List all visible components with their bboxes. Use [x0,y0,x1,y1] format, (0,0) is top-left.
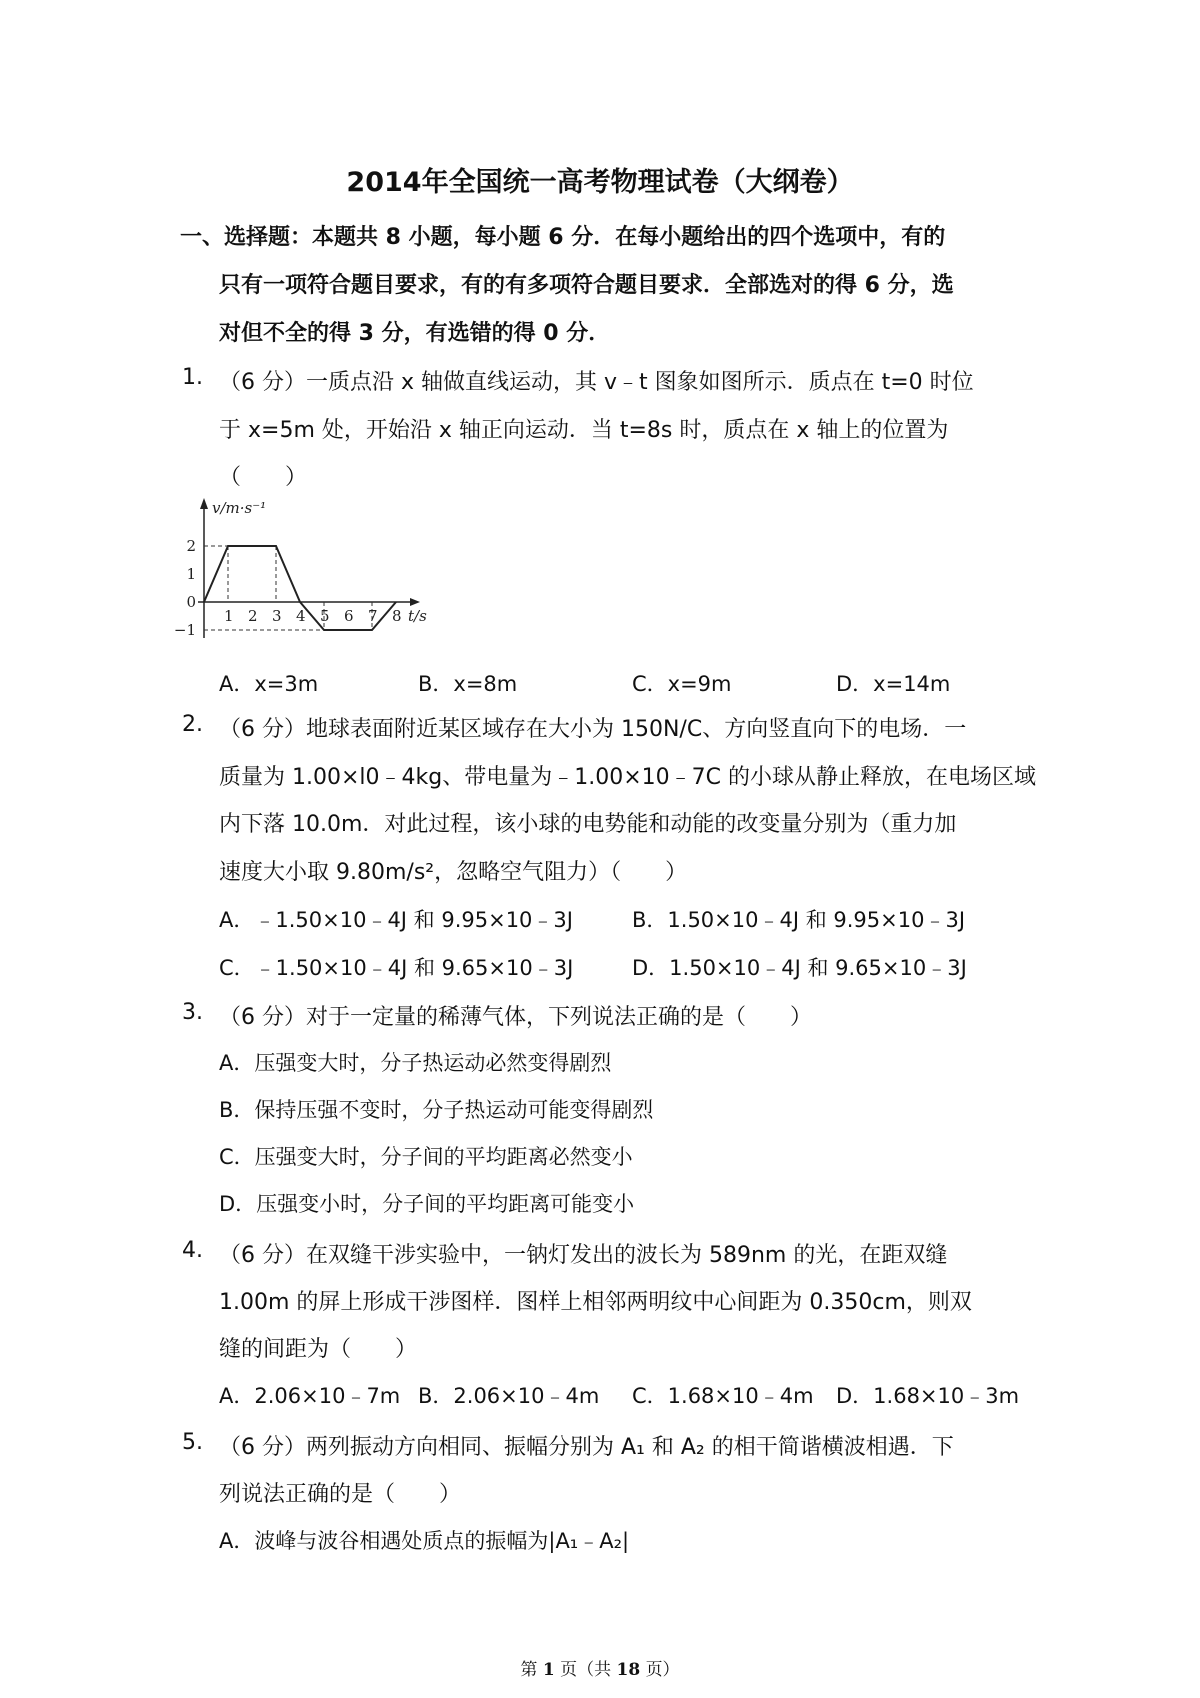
q3-option-d: D．压强变小时，分子间的平均距离可能变小 [219,1192,635,1216]
q5-line2: 列说法正确的是（ ） [219,1482,462,1507]
q1-number: 1. [182,365,203,390]
q4-line2: 1.00m 的屏上形成干涉图样．图样上相邻两明纹中心间距为 0.350cm，则双 [219,1290,972,1315]
page-title: 2014年全国统一高考物理试卷（大纲卷） [346,167,854,198]
x-tick-label: 7 [368,607,378,625]
vt-chart [170,495,450,655]
x-tick-label: 3 [272,607,282,625]
section-heading-line2: 只有一项符合题目要求，有的有多项符合题目要求．全部选对的得 6 分，选 [219,273,954,298]
x-tick-label: 1 [224,607,234,625]
q1-line2: 于 x=5m 处，开始沿 x 轴正向运动．当 t=8s 时，质点在 x 轴上的位置为 [219,418,949,443]
q4-number: 4. [182,1238,203,1263]
q1-option-b: B．x=8m [418,672,518,696]
footer-suffix: 页） [645,1660,680,1680]
q2-line4: 速度大小取 9.80m/s²，忽略空气阻力）（ ） [219,860,688,885]
x-tick-label: 6 [344,607,354,625]
q1-option-c: C．x=9m [632,672,732,696]
q5-number: 5. [182,1430,203,1455]
q1-line1: （6 分）一质点沿 x 轴做直线运动，其 v﹣t 图象如图所示．质点在 t=0 时位 [219,370,974,395]
footer-middle: 页（共 [560,1660,612,1680]
q3-option-c: C．压强变大时，分子间的平均距离必然变小 [219,1145,633,1169]
y-tick-label: 1 [186,565,196,583]
q3-option-b: B．保持压强不变时，分子热运动可能变得剧烈 [219,1098,654,1122]
q3-line1: （6 分）对于一定量的稀薄气体，下列说法正确的是（ ） [219,1005,812,1030]
q2-line3: 内下落 10.0m．对此过程，该小球的电势能和动能的改变量分别为（重力加 [219,812,957,837]
y-tick-label: 0 [186,593,196,611]
q3-option-a: A．压强变大时，分子热运动必然变得剧烈 [219,1051,612,1075]
x-axis-arrow [410,598,420,606]
section-heading: 一、选择题：本题共 8 小题，每小题 6 分．在每小题给出的四个选项中，有的 [180,225,946,250]
y-tick-label: 2 [186,537,196,555]
q5-line1: （6 分）两列振动方向相同、振幅分别为 A₁ 和 A₂ 的相干简谐横波相遇．下 [219,1435,954,1460]
q2-line1: （6 分）地球表面附近某区域存在大小为 150N/C、方向竖直向下的电场．一 [219,717,967,742]
y-axis-arrow [200,498,208,509]
q4-line3: 缝的间距为（ ） [219,1337,418,1362]
y-axis-label: v/m·s⁻¹ [212,499,267,517]
q4-option-a: A．2.06×10﹣7m [219,1384,401,1408]
footer-page-number: 1 [542,1660,555,1680]
q3-number: 3. [182,1000,203,1025]
q2-line2: 质量为 1.00×l0﹣4kg、带电量为﹣1.00×10﹣7C 的小球从静止释放，在电场区域 [219,765,1036,790]
q1-line3: （ ） [219,465,308,490]
x-tick-label: 8 [392,607,402,625]
q2-option-b: B．1.50×10﹣4J 和 9.95×10﹣3J [632,908,966,932]
q5-option-a: A．波峰与波谷相遇处质点的振幅为|A₁﹣A₂| [219,1529,630,1553]
footer-prefix: 第 [520,1660,538,1680]
y-tick-label: −1 [173,621,196,639]
q4-option-d: D．1.68×10﹣3m [836,1384,1020,1408]
page-footer [0,1655,1200,1680]
q4-line1: （6 分）在双缝干涉实验中，一钠灯发出的波长为 589nm 的光，在距双缝 [219,1243,948,1268]
q2-option-c: C．﹣1.50×10﹣4J 和 9.65×10﹣3J [219,956,574,980]
x-tick-label: 5 [320,607,330,625]
q2-number: 2. [182,712,203,737]
q4-option-c: C．1.68×10﹣4m [632,1384,814,1408]
q1-option-d: D．x=14m [836,672,951,696]
q4-option-b: B．2.06×10﹣4m [418,1384,600,1408]
x-axis-label: t/s [408,607,427,625]
q2-option-a: A．﹣1.50×10﹣4J 和 9.95×10﹣3J [219,908,573,932]
q1-option-a: A．x=3m [219,672,319,696]
x-tick-label: 2 [248,607,258,625]
section-heading-line3: 对但不全的得 3 分，有选错的得 0 分． [219,321,611,346]
x-tick-label: 4 [296,607,306,625]
q2-option-d: D．1.50×10﹣4J 和 9.65×10﹣3J [632,956,967,980]
footer-total-pages: 18 [616,1660,641,1680]
